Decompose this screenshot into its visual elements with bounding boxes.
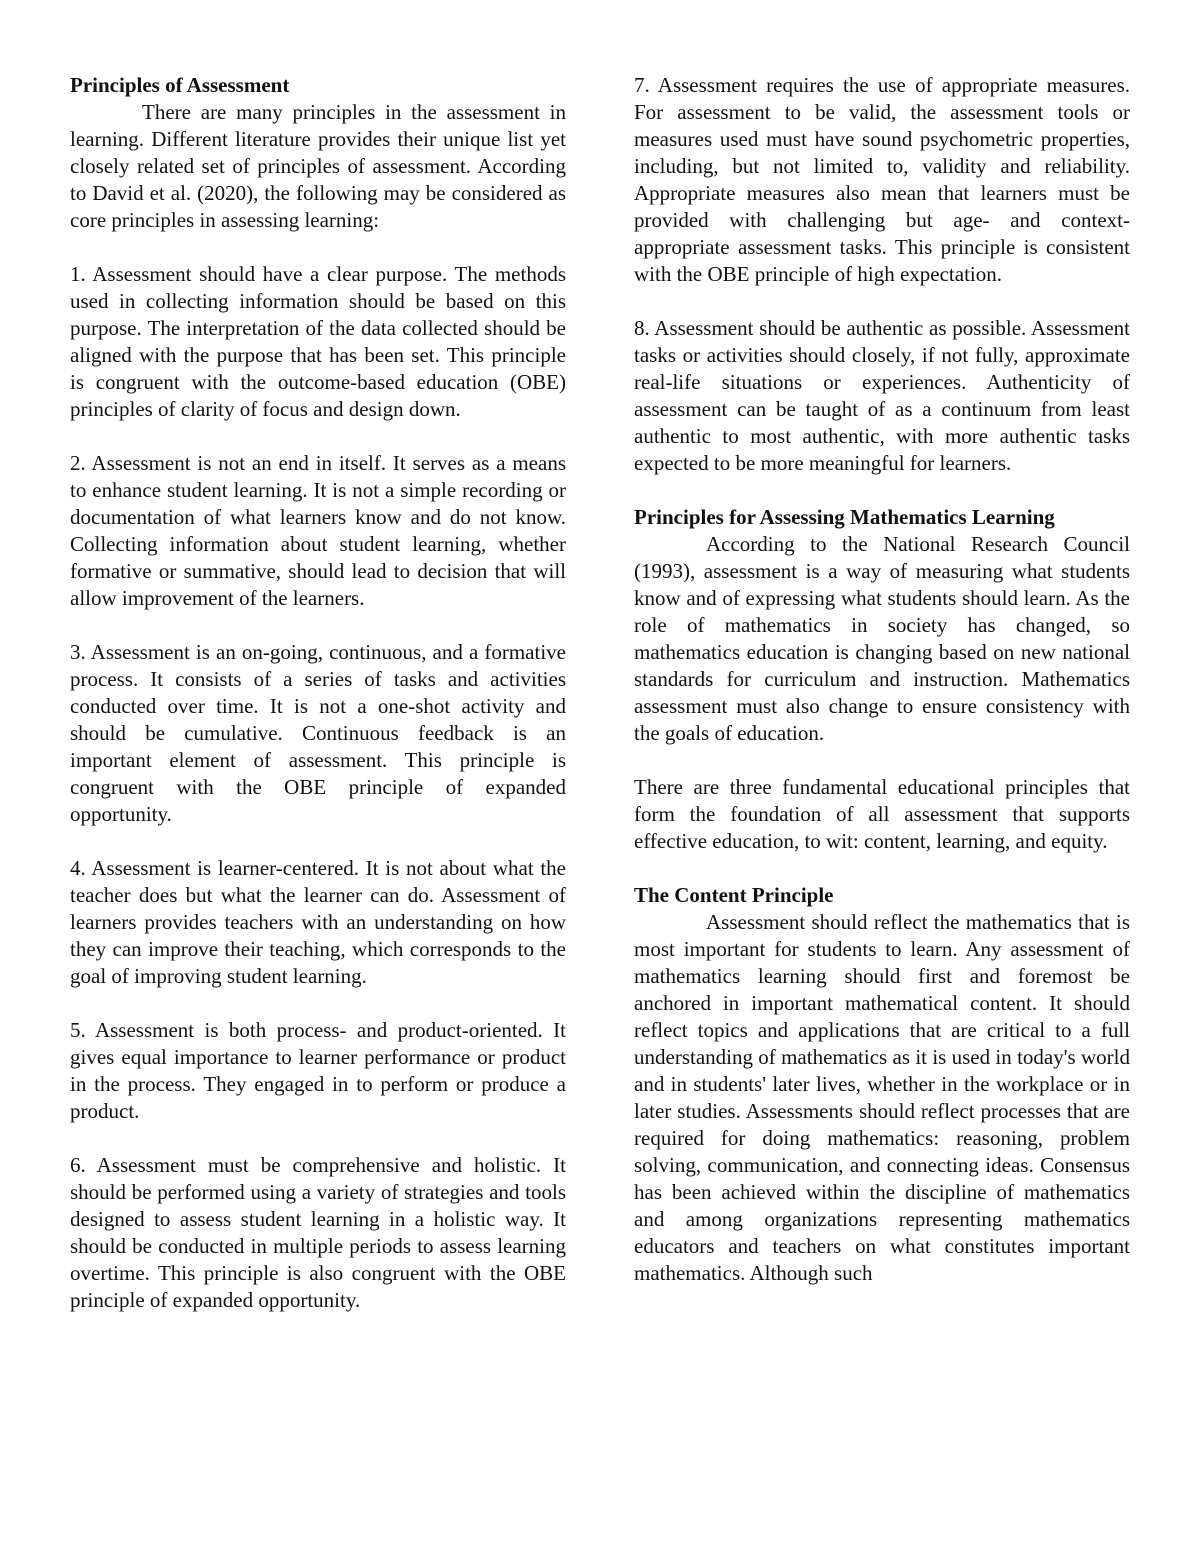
right-column xyxy=(634,72,1130,1287)
content-principle-heading: The Content Principle xyxy=(634,883,834,907)
math-intro-paragraph: According to the National Research Council (1993), assessment is a way of measuring what students know and of expressing what students should learn. As the role of mathematics in society has changed, so mathematics education is changing based on new national standards for curriculum and instruction. Mathematics assessment must also change to ensure consistency with the goals of education. xyxy=(634,532,1130,745)
principle-7: 7. Assessment requires the use of appropriate measures. For assessment to be valid, the assessment tools or measures used must have sound psychometric properties, including, but not limited to, validity and reliability. Appropriate measures also mean that learners must be provided with challenging but age- and context-appropriate assessment tasks. This principle is consistent with the OBE principle of high expectation. xyxy=(634,73,1130,286)
fundamental-principles-paragraph: There are three fundamental educational principles that form the foundation of all assessment that supports effective education, to wit: content, learning, and equity. xyxy=(634,775,1130,853)
principle-2: 2. Assessment is not an end in itself. It serves as a means to enhance student learning. It is not a simple recording or documentation of what learners know and do not know. Collecting information about student learning, whether formative or summative, should lead to decision that will allow improvement of the learners. xyxy=(70,451,566,610)
principle-1: 1. Assessment should have a clear purpose. The methods used in collecting information should be based on this purpose. The interpretation of the data collected should be aligned with the purpose that has been set. This principle is congruent with the outcome-based education (OBE) principles of clarity of focus and design down. xyxy=(70,262,566,421)
principle-8: 8. Assessment should be authentic as possible. Assessment tasks or activities should closely, if not fully, approximate real-life situations or experiences. Authenticity of assessment can be taught of as a continuum from least authentic to most authentic, with more authentic tasks expected to be more meaningful for learners. xyxy=(634,316,1130,475)
principle-6: 6. Assessment must be comprehensive and holistic. It should be performed using a variety of strategies and tools designed to assess student learning in a holistic way. It should be conducted in multiple periods to assess learning overtime. This principle is also congruent with the OBE principle of expanded opportunity. xyxy=(70,1153,566,1312)
left-column xyxy=(70,72,566,1314)
principle-5: 5. Assessment is both process- and product-oriented. It gives equal importance to learner performance or product in the process. They engaged in to perform or produce a product. xyxy=(70,1018,566,1123)
principles-of-assessment-heading: Principles of Assessment xyxy=(70,73,290,97)
content-principle-paragraph: Assessment should reflect the mathematics that is most important for students to learn. Any assessment of mathematics learning should first and foremost be anchored in important mathematical content. It should reflect topics and applications that are critical to a full understanding of mathematics as it is used in today's world and in students' later lives, whether in the workplace or in later studies. Assessments should reflect processes that are required for doing mathematics: reasoning, problem solving, communication, and connecting ideas. Consensus has been achieved within the discipline of mathematics and among organizations representing mathematics educators and teachers on what constitutes important mathematics. Although such xyxy=(634,910,1130,1285)
math-principles-heading: Principles for Assessing Mathematics Learning xyxy=(634,505,1055,529)
intro-paragraph: There are many principles in the assessment in learning. Different literature provides their unique list yet closely related set of principles of assessment. According to David et al. (2020), the following may be considered as core principles in assessing learning: xyxy=(70,100,566,232)
principle-3: 3. Assessment is an on-going, continuous, and a formative process. It consists of a series of tasks and activities conducted over time. It is not a one-shot activity and should be cumulative. Continuous feedback is an important element of assessment. This principle is congruent with the OBE principle of expanded opportunity. xyxy=(70,640,566,826)
principle-4: 4. Assessment is learner-centered. It is not about what the teacher does but what the learner can do. Assessment of learners provides teachers with an understanding on how they can improve their teaching, which corresponds to the goal of improving student learning. xyxy=(70,856,566,988)
